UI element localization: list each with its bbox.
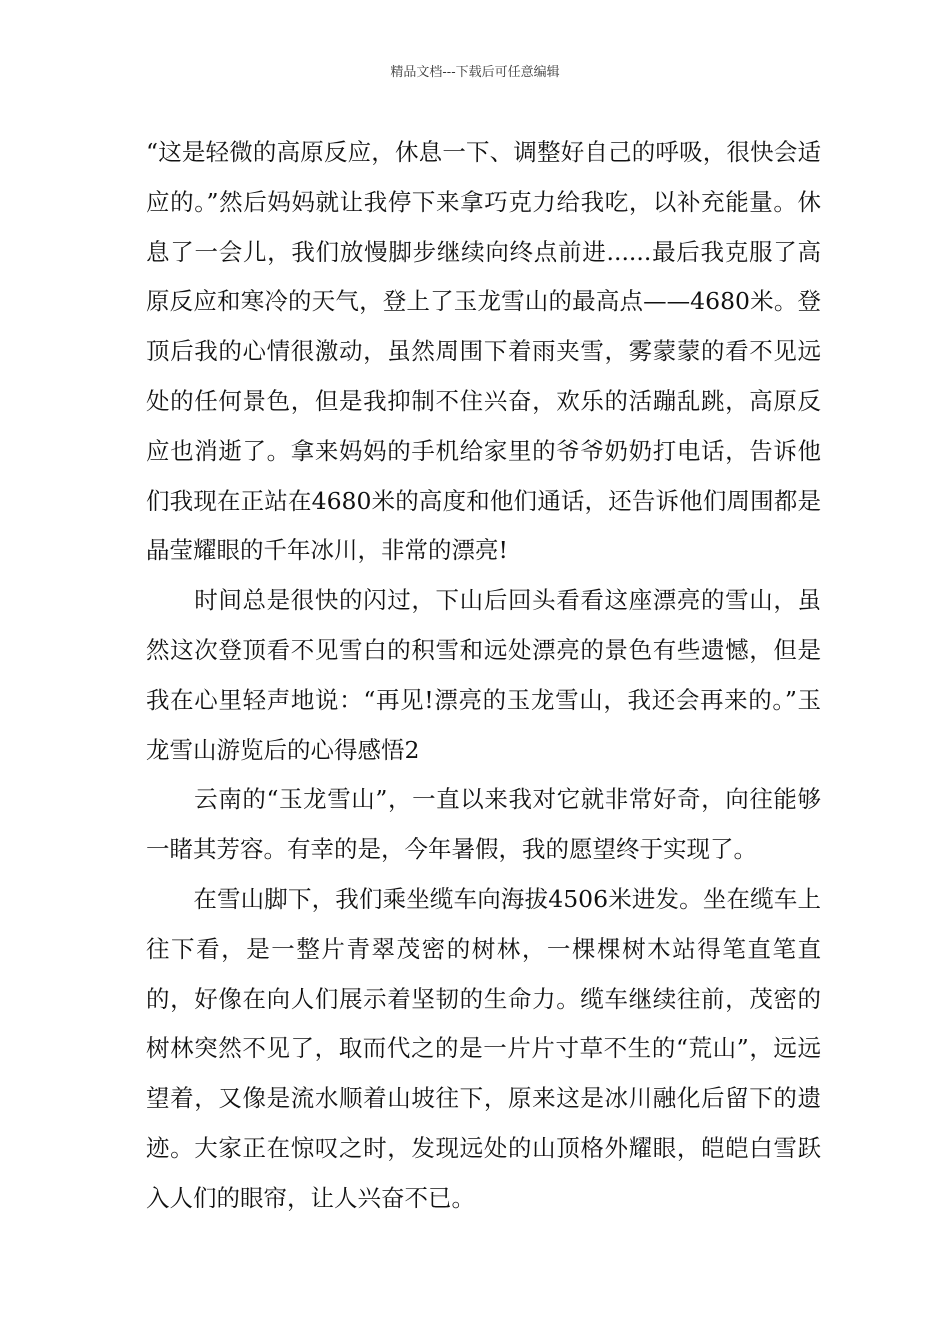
page-header: 精品文档---下载后可任意编辑 (390, 65, 560, 80)
paragraph-4: 在雪山脚下，我们乘坐缆车向海拔4506米进发。坐在缆车上往下看，是一整片青翠茂密的树林，一棵棵树木站得笔直笔直的，好像在向人们展示着坚韧的生命力。缆车继续往前，茂密的树林突然不见了，取而代之的是一片片寸草不生的“荒山”，远远望着，又像是流水顺着山坡往下，原来这是冰川融化后留下的遗迹。大家正在惊叹之时，发现远处的山顶格外耀眼，皑皑白雪跃入人们的眼帘，让人兴奋不已。 (146, 884, 821, 1212)
document-body (146, 128, 821, 1224)
paragraph-2: 时间总是很快的闪过，下山后回头看看这座漂亮的雪山，虽然这次登顶看不见雪白的积雪和远处漂亮的景色有些遗憾，但是我在心里轻声地说：“再见!漂亮的玉龙雪山，我还会再来的。”玉龙雪山游览后的心得感悟2 (146, 586, 821, 764)
paragraph-1: “这是轻微的高原反应，休息一下、调整好自己的呼吸，很快会适应的。”然后妈妈就让我停下来拿巧克力给我吃，以补充能量。休息了一会儿，我们放慢脚步继续向终点前进......最后我克服了高原反应和寒冷的天气，登上了玉龙雪山的最高点——4680米。登顶后我的心情很激动，虽然周围下着雨夹雪，雾蒙蒙的看不见远处的任何景色，但是我抑制不住兴奋，欢乐的活蹦乱跳，高原反应也消逝了。拿来妈妈的手机给家里的爷爷奶奶打电话，告诉他们我现在正站在4680米的高度和他们通话，还告诉他们周围都是晶莹耀眼的千年冰川，非常的漂亮! (146, 138, 821, 565)
paragraph-3: 云南的“玉龙雪山”，一直以来我对它就非常好奇，向往能够一睹其芳容。有幸的是，今年暑假，我的愿望终于实现了。 (146, 785, 821, 864)
